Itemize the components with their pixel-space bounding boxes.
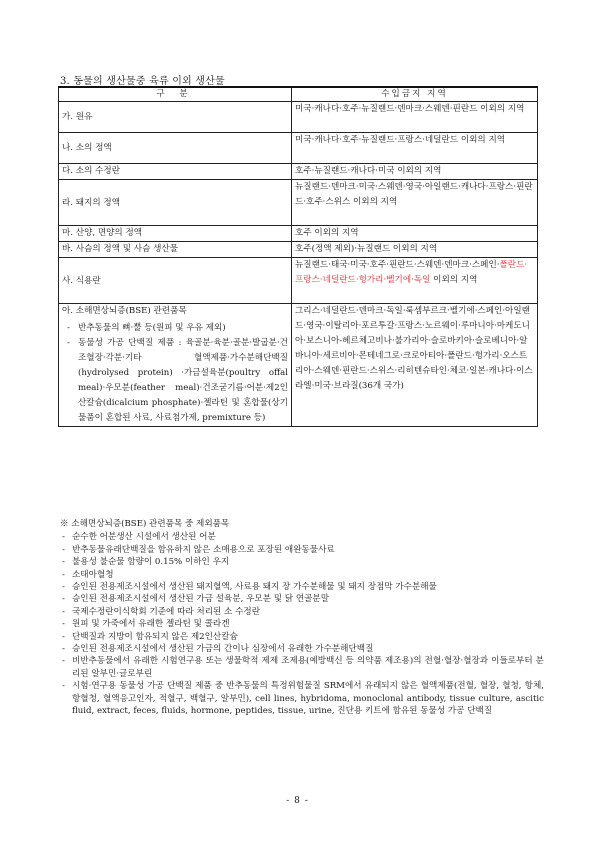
table-row — [59, 304, 538, 427]
list-item: - 비반추동물에서 유래한 시험연구용 또는 생물학적 제제 조제용(예방백신 등 의약품 제조용)의 전혈·혈장·혈장과 이들로부터 분리된 알부민·글로부린 — [60, 655, 544, 680]
row-region — [292, 258, 538, 304]
row-label: 다. 소의 수정란 — [59, 164, 292, 180]
notes-list — [60, 531, 544, 717]
exclusion-notes — [60, 518, 544, 718]
row-label-cell — [59, 304, 292, 427]
row-label: 사. 식용란 — [59, 258, 292, 304]
list-item: - 반추동물의 뼈·뿔 등(원피 및 우유 제외) — [62, 321, 288, 336]
list-item: - 불용성 불순물 함량이 0.15% 이하인 우지 — [60, 556, 544, 568]
list-item: - 승인된 전용제조시설에서 생산된 돼지혈액, 사료용 돼지 장 가수분해물 및 돼지 장점막 가수분해물 — [60, 581, 544, 593]
row-label: 나. 소의 정액 — [59, 133, 292, 164]
region-text: 뉴질랜드·태국·미국·호주·핀란드·스웨덴·덴마크·스페인· — [295, 260, 500, 270]
row-region: 뉴질랜드·덴마크·미국·스웨덴·영국·아일랜드·캐나다·프랑스·핀란드·호주·스위스 이외의 지역 — [292, 180, 538, 226]
header-banned-region: 수입금지 지역 — [292, 87, 538, 102]
list-item: - 국제수정란이식학회 기준에 따라 처리된 소 수정란 — [60, 606, 544, 618]
row-region: 호주(정액 제외)·뉴질랜드 이외의 지역 — [292, 242, 538, 258]
table-row — [59, 164, 538, 180]
row-region: 그리스·네덜란드·덴마크·독일·룩셈부르크·벨기에·스페인·아일랜드·영국·이탈리아·포르투갈·프랑스·노르웨이·루마니아·마케도니아·보스니아-헤르체고비나·불가리아·슬로바키아·슬로베니아·알바니아·세르비아·몬테네그로·크로아티아·폴란드·헝가리·오스트리아·스웨덴·핀란드·스위스·리히텐슈타인·체코·일본·캐나다·이스라엘·미국·브라질(36개 국가) — [292, 304, 538, 427]
row-label: 바. 사슴의 정액 및 사슴 생산물 — [59, 242, 292, 258]
sub-item-list — [62, 321, 288, 426]
list-item: - 시험·연구용 동물성 가공 단백질 제품 중 반추동물의 특정위험물질 SRM에서 유래되지 않은 혈액제품(전혈, 혈장, 혈청, 항체, 항혈청, 혈액응고인자, 적혈구, 백혈구, 알부민), cell lines, hybridoma, monoclonal antibody, tissue culture, ascitic fluid, extract, feces, fluids, hormone, peptides, tissue, urine, 진단용 키트에 함유된 동물성 가공 단백질 — [60, 680, 544, 717]
row-region: 미국·캐나다·호주·뉴질랜드·프랑스·네덜란드 이외의 지역 — [292, 133, 538, 164]
table-row — [59, 180, 538, 226]
table-row — [59, 226, 538, 242]
page-number: - 8 - — [286, 796, 309, 806]
table-row — [59, 102, 538, 133]
list-item: - 승인된 전용제조시설에서 생산된 가금 설육분, 우모분 및 닭 연골분말 — [60, 593, 544, 605]
table-row — [59, 258, 538, 304]
list-item: - 순수한 어분생산 시설에서 생산된 어분 — [60, 531, 544, 543]
region-text: 이외의 지역 — [430, 275, 478, 285]
row-label: 마. 산양, 면양의 정액 — [59, 226, 292, 242]
list-item: - 승인된 전용제조시설에서 생산된 가금의 간이나 심장에서 유래한 가수분해단백질 — [60, 643, 544, 655]
row-region: 미국·캐나다·호주·뉴질랜드·덴마크·스웨덴·핀란드 이외의 지역 — [292, 102, 538, 133]
table-row — [59, 242, 538, 258]
row-label: 아. 소해면상뇌증(BSE) 관련품목 — [62, 306, 187, 316]
table-header-row — [59, 87, 538, 102]
list-item: - 반추동물유래단백질을 함유하지 않은 소매용으로 포장된 애완동물사료 — [60, 544, 544, 556]
import-ban-table — [58, 86, 538, 427]
section-title: 3. 동물의 생산물중 육류 이외 생산물 — [60, 76, 225, 87]
row-region: 호주·뉴질랜드·캐나다·미국 이외의 지역 — [292, 164, 538, 180]
notes-title: ※ 소해면상뇌증(BSE) 관련품목 중 제외품목 — [60, 519, 230, 529]
region-text-highlighted: 폴란드·프랑스·네덜란드·헝가리·벨기에·독일 — [295, 260, 528, 285]
row-label: 가. 원유 — [59, 102, 292, 133]
row-region: 호주 이외의 지역 — [292, 226, 538, 242]
row-label: 라. 돼지의 정액 — [59, 180, 292, 226]
list-item: - 원피 및 가죽에서 유래한 젤라틴 및 콜라겐 — [60, 618, 544, 630]
list-item: - 단백질과 지방이 함유되지 않은 제2인산칼슘 — [60, 631, 544, 643]
header-category: 구 분 — [59, 87, 292, 102]
list-item: - 동물성 가공 단백질 제품 : 육골분·육분·골분·발굽분·건조혈장·각분·기타 혈액제품·가수분해단백질(hydrolysed protein) ·가금설육분(poultry offal meal)·우모분(feather meal)·건조굳기름·어분·제2인산칼슘(dicalcium phosphate)·젤라틴 및 혼합물(상기물품이 혼합된 사료, 사료첨가제, premixture 등) — [62, 336, 288, 426]
table-row — [59, 133, 538, 164]
list-item: - 소태아혈청 — [60, 569, 544, 581]
